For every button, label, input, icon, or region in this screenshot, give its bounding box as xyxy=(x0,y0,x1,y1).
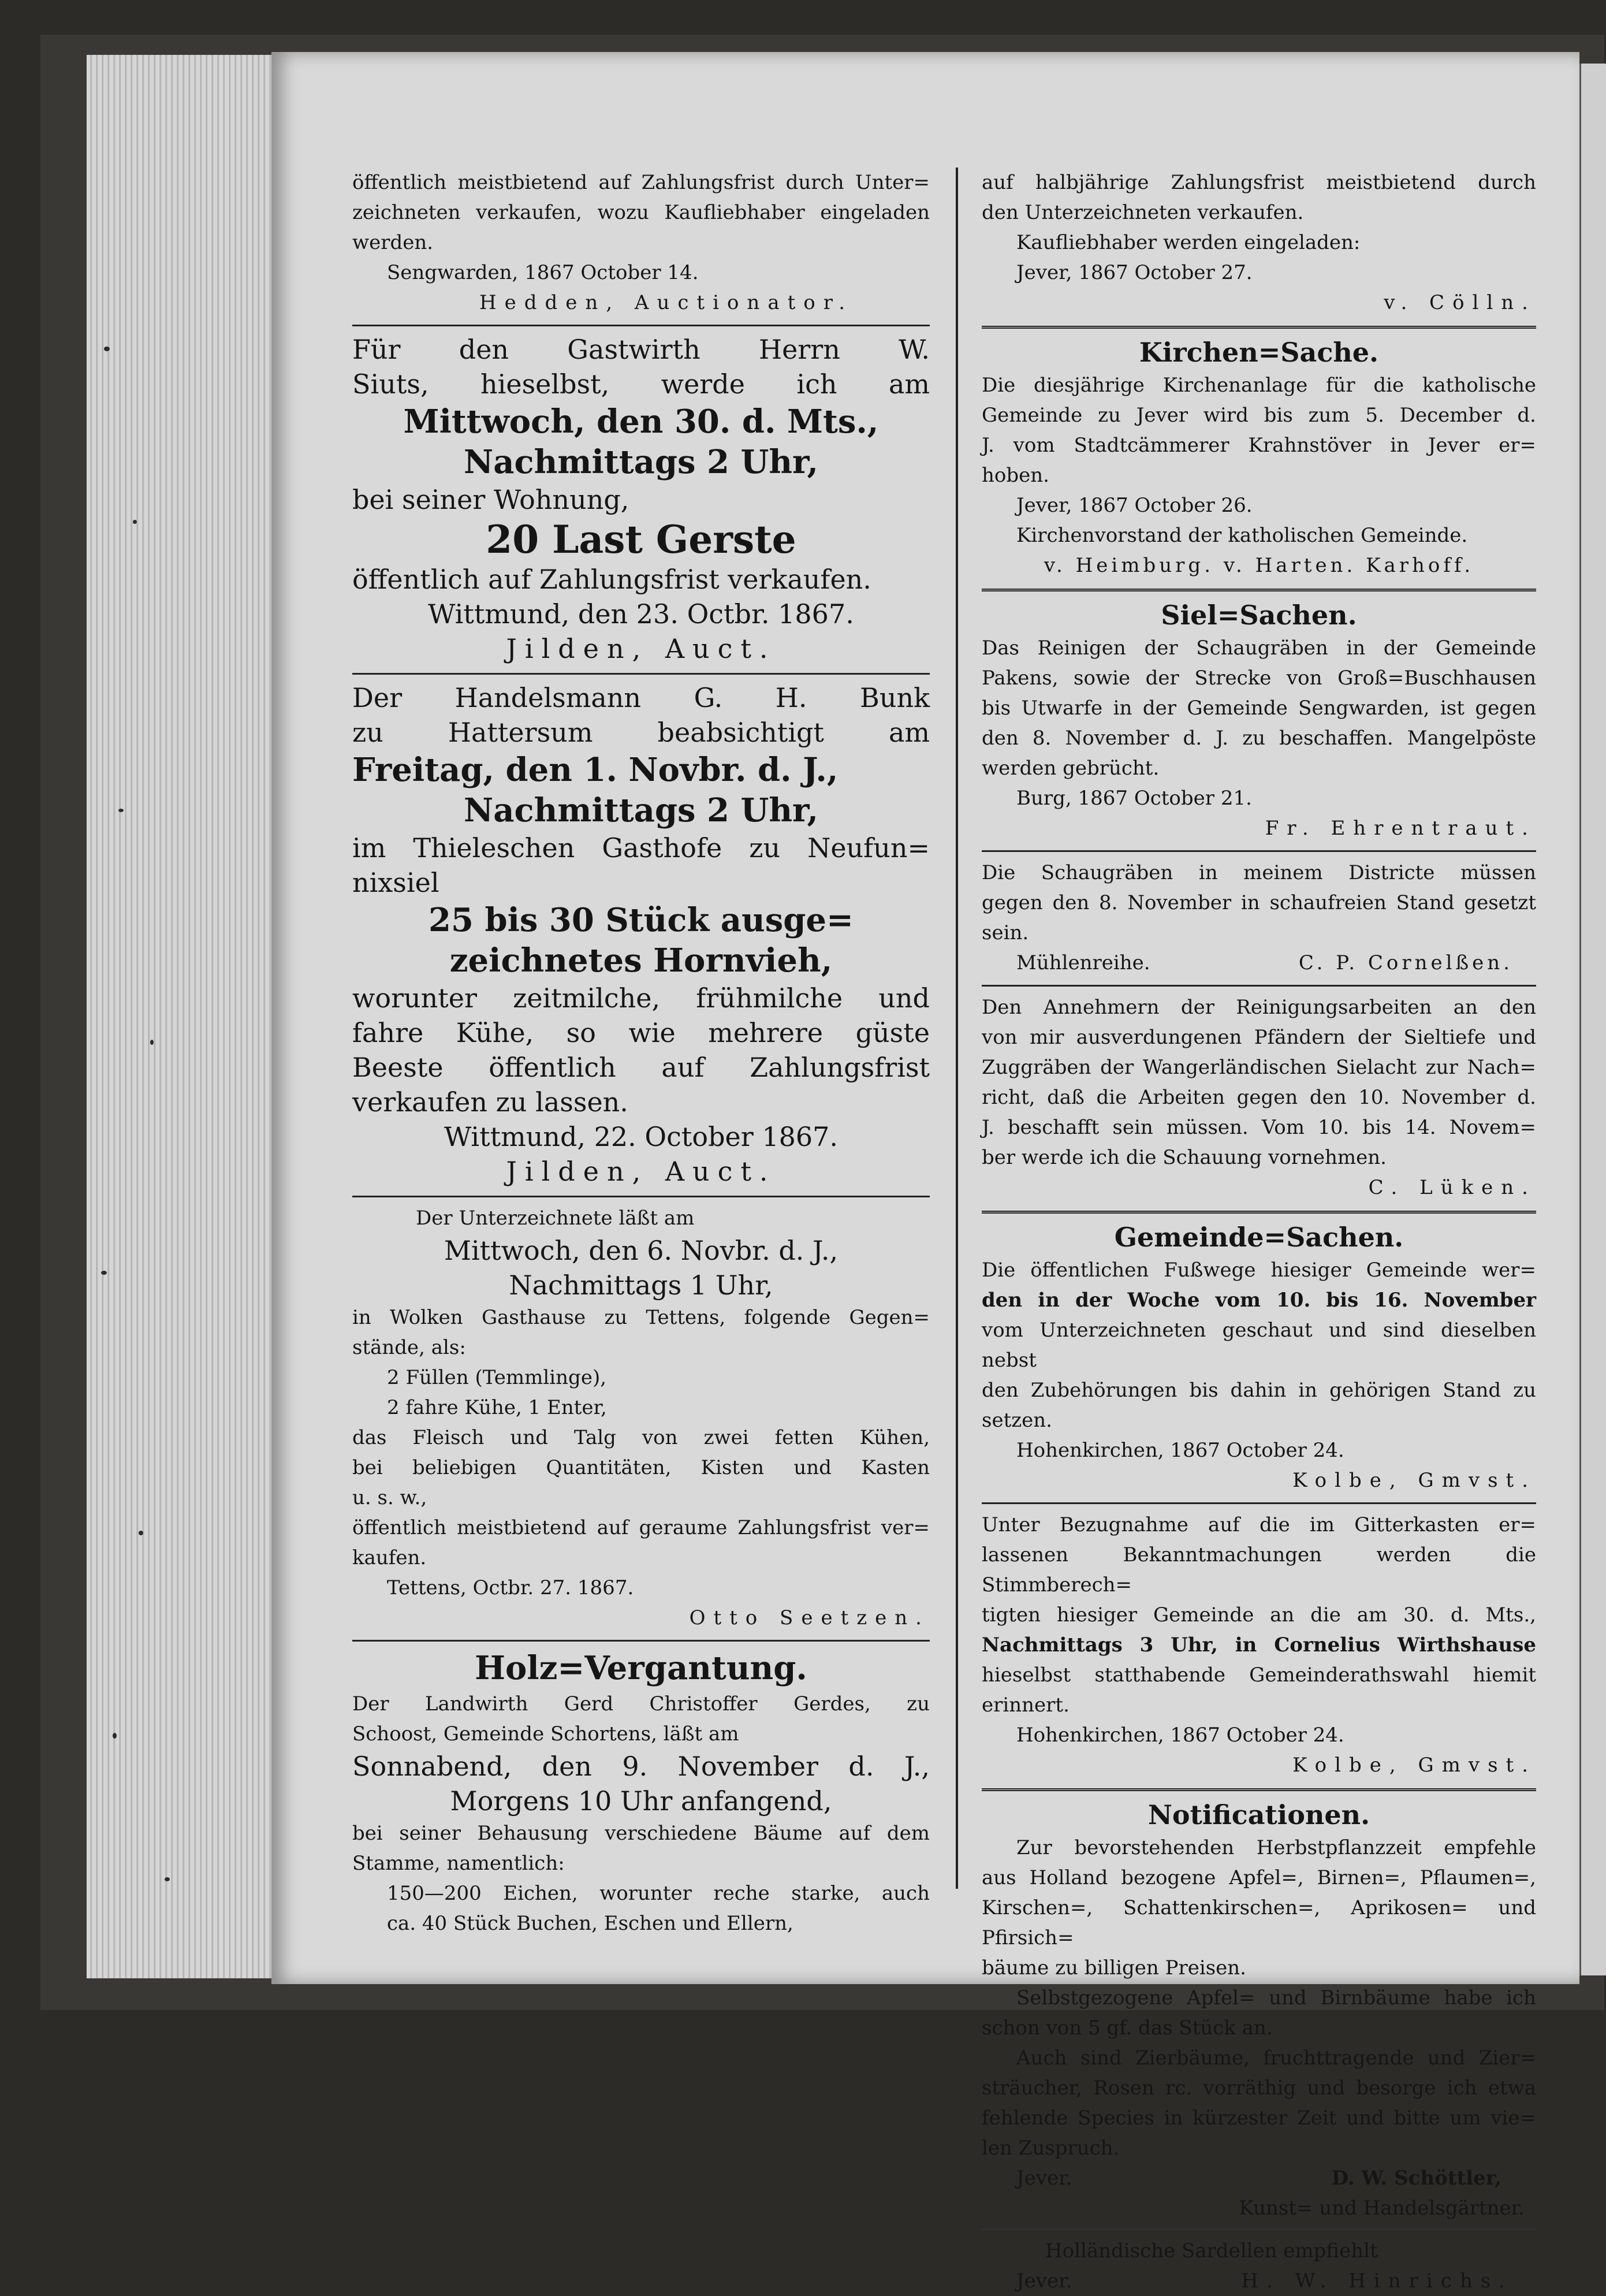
notice-jever-sale xyxy=(982,168,1536,318)
text-line: Siuts, hieselbst, werde ich am xyxy=(352,369,930,400)
text-line: im Thieleschen Gasthofe zu Neufun= xyxy=(352,832,930,864)
text-line: Zur bevorstehenden Herbstpflanzzeit empfehle xyxy=(1016,1836,1536,1859)
text-line: Das Reinigen der Schaugräben in der Gemeinde xyxy=(982,637,1536,660)
text-line: nixsiel xyxy=(352,867,439,898)
text-line: öffentlich meistbietend auf Zahlungsfrist durch Unter= xyxy=(352,171,930,194)
text-line: zeichneten verkaufen, wozu Kaufliebhaber eingeladen xyxy=(352,201,930,224)
text-line: tigten hiesiger Gemeinde an die am 30. d. Mts., xyxy=(982,1603,1536,1627)
section-heading: Siel=Sachen. xyxy=(1161,600,1357,631)
text-line: Der Unterzeichnete läßt am xyxy=(416,1207,695,1230)
text-line: Stamme, namentlich: xyxy=(352,1852,565,1875)
notice-gemeinderathswahl xyxy=(982,1510,1536,1780)
text-line: hoben. xyxy=(982,464,1049,487)
list-item: 2 fahre Kühe, 1 Enter, xyxy=(387,1396,607,1419)
text-line: Holländische Sardellen empfiehlt xyxy=(1045,2239,1378,2262)
text-line: worunter zeitmilche, frühmilche und xyxy=(352,983,930,1014)
notice-notificationen xyxy=(982,1797,1536,2223)
signature: C. P. Cornelßen. xyxy=(1298,951,1513,974)
headline-goods: 20 Last Gerste xyxy=(486,517,796,562)
text-line: vom Unterzeichneten geschaut und sind dieselben nebst xyxy=(982,1319,1536,1372)
signature: H. W. Hinrichs. xyxy=(1241,2269,1513,2293)
text-line: bei seiner Wohnung, xyxy=(352,484,629,515)
text-line: sein. xyxy=(982,921,1029,944)
place-date: Jever, 1867 October 26. xyxy=(1016,494,1253,517)
notice-gemeinde-sachen xyxy=(982,1219,1536,1495)
text-line: Pakens, sowie der Strecke von Groß=Buschhausen xyxy=(982,667,1536,690)
text-line: bei seiner Behausung verschiedene Bäume auf dem xyxy=(352,1822,930,1845)
separator xyxy=(352,325,930,326)
text-line: sträucher, Rosen rc. vorräthig und besorge ich etwa xyxy=(982,2077,1536,2100)
text-line: fehlende Species in kürzester Zeit und bitte um vie= xyxy=(982,2107,1536,2130)
text-line: erinnert. xyxy=(982,1694,1070,1717)
signature-row xyxy=(982,2266,1536,2296)
text-line: Der Landwirth Gerd Christoffer Gerdes, zu xyxy=(352,1692,930,1716)
place-date: Jever. xyxy=(1016,2269,1072,2293)
section-heading: Holz=Vergantung. xyxy=(475,1649,807,1687)
section-heading: Notificationen. xyxy=(1147,1799,1370,1830)
signature: v. Heimburg. v. Harten. Karhoff. xyxy=(1044,554,1474,577)
text-line: Gemeinde zu Jever wird bis zum 5. December d. xyxy=(982,404,1536,427)
text-line: ber werde ich die Schauung vornehmen. xyxy=(982,1146,1387,1169)
place-date: Hohenkirchen, 1867 October 24. xyxy=(1016,1439,1344,1462)
text-line: schon von 5 gf. das Stück an. xyxy=(982,2016,1273,2040)
headline-time: Nachmittags 1 Uhr, xyxy=(509,1270,773,1301)
text-line: bei beliebigen Quantitäten, Kisten und Kasten xyxy=(352,1456,930,1479)
text-line: von mir ausverdungenen Pfändern der Sieltiefe und xyxy=(982,1026,1536,1049)
text-line: lassenen Bekanntmachungen werden die Stimmberech= xyxy=(982,1543,1536,1597)
text-line: zu Hattersum beabsichtigt am xyxy=(352,717,930,748)
headline-goods: 25 bis 30 Stück ausge= xyxy=(428,901,854,939)
text-line: Nachmittags 3 Uhr, in Cornelius Wirthshause xyxy=(982,1633,1536,1657)
separator xyxy=(352,673,930,675)
text-line: Kirchenvorstand der katholischen Gemeinde. xyxy=(1016,524,1468,547)
text-line: öffentlich auf Zahlungsfrist verkaufen. xyxy=(352,564,871,595)
text-line: auf halbjährige Zahlungsfrist meistbietend durch xyxy=(982,171,1536,194)
place-date: Wittmund, 22. October 1867. xyxy=(444,1121,839,1152)
text-line: Der Handelsmann G. H. Bunk xyxy=(352,682,930,713)
place-date: Sengwarden, 1867 October 14. xyxy=(387,261,699,284)
place-date: Mühlenreihe. xyxy=(1016,951,1150,974)
headline-date: Mittwoch, den 30. d. Mts., xyxy=(403,403,879,441)
text-line: hieselbst statthabende Gemeinderathswahl hiemit xyxy=(982,1664,1536,1687)
signature: Jilden, Auct. xyxy=(506,633,776,664)
text-line: J. vom Stadtcämmerer Krahnstöver in Jever er= xyxy=(982,434,1536,457)
column-divider xyxy=(956,168,958,1889)
separator xyxy=(982,2229,1536,2230)
notice-holz-vergantung xyxy=(352,1647,930,1938)
place-date: Tettens, Octbr. 27. 1867. xyxy=(387,1576,634,1599)
headline-goods: zeichnetes Hornvieh, xyxy=(449,942,833,980)
signature: Kolbe, Gmvst. xyxy=(1292,1469,1536,1492)
text-line: bis Utwarfe in der Gemeinde Sengwarden, ist gegen xyxy=(982,697,1536,720)
text-line: werden. xyxy=(352,231,434,254)
separator xyxy=(982,1211,1536,1214)
text-line: len Zuspruch. xyxy=(982,2137,1120,2160)
text-line: Für den Gastwirth Herrn W. xyxy=(352,334,930,365)
separator xyxy=(982,850,1536,852)
separator xyxy=(982,1502,1536,1504)
signature: Kolbe, Gmvst. xyxy=(1292,1754,1536,1777)
headline-date: Mittwoch, den 6. Novbr. d. J., xyxy=(444,1235,839,1266)
text-line: öffentlich meistbietend auf geraume Zahlungsfrist ver= xyxy=(352,1516,930,1539)
text-line: ca. 40 Stück Buchen, Eschen und Ellern, xyxy=(387,1912,793,1935)
text-line: fahre Kühe, so wie mehrere güste xyxy=(352,1017,930,1048)
place-date: Wittmund, den 23. Octbr. 1867. xyxy=(428,598,854,630)
place-date: Jever. xyxy=(1016,2167,1072,2190)
text-line: Die diesjährige Kirchenanlage für die katholische xyxy=(982,374,1536,397)
text-line: Zuggräben der Wangerländischen Sielacht zur Nach= xyxy=(982,1056,1536,1079)
signature-title: Kunst= und Handelsgärtner. xyxy=(1239,2197,1525,2220)
text-line: bäume zu billigen Preisen. xyxy=(982,1956,1246,1979)
signature-row xyxy=(982,948,1536,978)
notice-gerste xyxy=(352,332,930,666)
text-line: 150—200 Eichen, worunter reche starke, auch xyxy=(387,1882,930,1905)
text-line: u. s. w., xyxy=(352,1486,427,1509)
headline-time: Nachmittags 2 Uhr, xyxy=(464,443,818,481)
text-line: Auch sind Zierbäume, fruchttragende und Zier= xyxy=(1016,2046,1536,2070)
facing-page-edge xyxy=(1579,64,1606,1975)
notice-sardellen xyxy=(982,2236,1536,2296)
signature: Hedden, Auctionator. xyxy=(479,291,854,314)
text-line: Unter Bezugnahme auf die im Gitterkasten er= xyxy=(982,1513,1536,1536)
text-line: Den Annehmern der Reinigungsarbeiten an den xyxy=(982,996,1536,1019)
place-date: Hohenkirchen, 1867 October 24. xyxy=(1016,1724,1344,1747)
text-line: aus Holland bezogene Apfel=, Birnen=, Pflaumen=, xyxy=(982,1866,1536,1889)
separator xyxy=(982,326,1536,329)
signature-row xyxy=(982,2163,1536,2193)
text-line: gegen den 8. November in schaufreien Stand gesetzt xyxy=(982,891,1536,914)
separator xyxy=(352,1196,930,1197)
text-line: Selbstgezogene Apfel= und Birnbäume habe ich xyxy=(1016,1986,1536,2010)
text-line: richt, daß die Arbeiten gegen den 10. November d. xyxy=(982,1086,1536,1109)
separator xyxy=(982,589,1536,591)
signature: D. W. Schöttler, xyxy=(1331,2167,1501,2190)
section-heading: Gemeinde=Sachen. xyxy=(1114,1222,1404,1253)
text-line: kaufen. xyxy=(352,1546,427,1569)
text-line: Beeste öffentlich auf Zahlungsfrist xyxy=(352,1052,930,1083)
headline-time: Nachmittags 2 Uhr, xyxy=(464,791,818,829)
separator xyxy=(982,1788,1536,1791)
notice-reinigungsarbeiten xyxy=(982,992,1536,1203)
headline-date: Freitag, den 1. Novbr. d. J., xyxy=(352,751,839,789)
text-line: den Zubehörungen bis dahin in gehörigen Stand zu xyxy=(982,1379,1536,1402)
text-line: den 8. November d. J. zu beschaffen. Mangelpöste xyxy=(982,727,1536,750)
signature: C. Lüken. xyxy=(1368,1176,1536,1199)
text-line: J. beschafft sein müssen. Vom 10. bis 14. Novem= xyxy=(982,1116,1536,1139)
text-line: das Fleisch und Talg von zwei fetten Kühen, xyxy=(352,1426,930,1449)
signature: Fr. Ehrentraut. xyxy=(1265,817,1536,840)
notice-siel-sachen xyxy=(982,597,1536,843)
right-column xyxy=(982,168,1536,2293)
headline-date: Sonnabend, den 9. November d. J., xyxy=(352,1751,930,1782)
text-line: Kaufliebhaber werden eingeladen: xyxy=(1016,231,1361,254)
text-line: Kirschen=, Schattenkirschen=, Aprikosen= und Pfirsich= xyxy=(982,1896,1536,1949)
text-line: Die öffentlichen Fußwege hiesiger Gemeinde wer= xyxy=(982,1259,1536,1282)
text-line: verkaufen zu lassen. xyxy=(352,1086,628,1118)
headline-time: Morgens 10 Uhr anfangend, xyxy=(450,1785,832,1817)
signature: Otto Seetzen. xyxy=(689,1606,930,1629)
page-edges xyxy=(87,55,277,1978)
text-line: den in der Woche vom 10. bis 16. November xyxy=(982,1289,1536,1312)
separator xyxy=(352,1640,930,1642)
text-line: setzen. xyxy=(982,1409,1052,1432)
signature: Jilden, Auct. xyxy=(506,1156,776,1187)
section-heading: Kirchen=Sache. xyxy=(1139,337,1379,368)
notice-schaugraeben xyxy=(982,858,1536,978)
text-line: stände, als: xyxy=(352,1336,466,1359)
notice-auction-sengwarden xyxy=(352,168,930,318)
notice-hornvieh xyxy=(352,680,930,1189)
left-column xyxy=(352,168,930,1935)
text-line: Die Schaugräben in meinem Districte müssen xyxy=(982,861,1536,884)
place-date: Jever, 1867 October 27. xyxy=(1016,261,1253,284)
text-line: Schoost, Gemeinde Schortens, läßt am xyxy=(352,1722,739,1746)
signature: v. Cölln. xyxy=(1384,291,1536,314)
notice-kirchen-sache xyxy=(982,334,1536,580)
notice-tettens xyxy=(352,1203,930,1633)
text-line: werden gebrücht. xyxy=(982,757,1160,780)
list-item: 2 Füllen (Temmlinge), xyxy=(387,1366,607,1389)
text-line: in Wolken Gasthause zu Tettens, folgende Gegen= xyxy=(352,1306,930,1329)
separator xyxy=(982,985,1536,987)
place-date: Burg, 1867 October 21. xyxy=(1016,787,1252,810)
text-line: den Unterzeichneten verkaufen. xyxy=(982,201,1304,224)
